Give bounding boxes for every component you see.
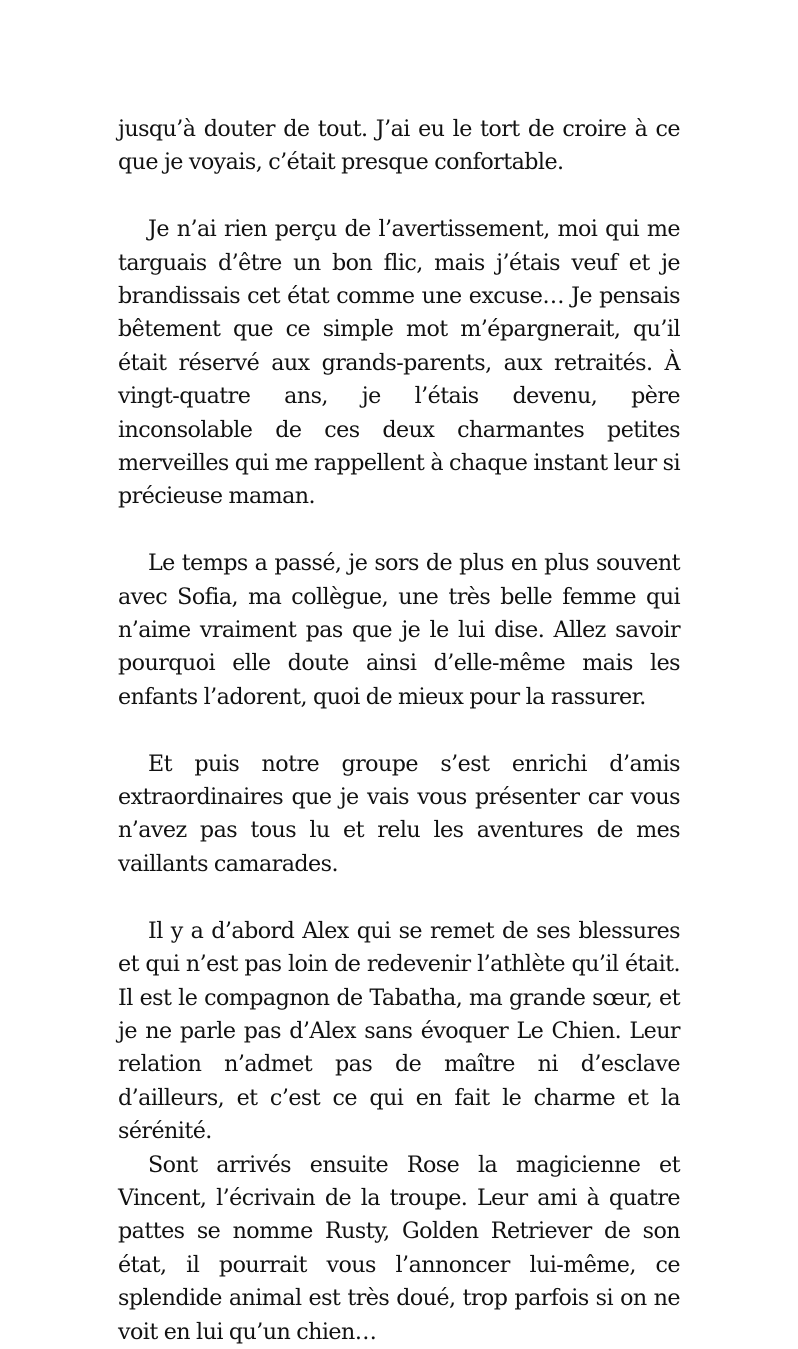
paragraph-4: Et puis notre groupe s’est enrichi d’amis extraordinaires que je vais vous présenter car vous n’avez pas tous lu et relu les aventures de mes vaillants camarades. (118, 750, 680, 877)
paragraph-3: Le temps a passé, je sors de plus en plus souvent avec Sofia, ma collègue, une très belle femme qui n’aime vraiment pas que je le lui dise. Allez savoir pourquoi elle doute ainsi d’elle-même mais les enfants l’adorent, quoi de mieux pour la rassurer. (118, 550, 680, 710)
book-page (118, 113, 680, 1349)
paragraph-6: Sont arrivés ensuite Rose la magicienne et Vincent, l’écrivain de la troupe. Leur ami à quatre pattes se nomme Rusty, Golden Retriever de son état, il pourrait vous l’annoncer lui-même, ce splendide animal est très doué, trop parfois si on ne voit en lui qu’un chien… (118, 1151, 680, 1345)
paragraph-1: jusqu’à douter de tout. J’ai eu le tort de croire à ce que je voyais, c’était presque confortable. (118, 116, 680, 176)
paragraph-2: Je n’ai rien perçu de l’avertissement, moi qui me targuais d’être un bon flic, mais j’étais veuf et je brandissais cet état comme une excuse… Je pensais bêtement que ce simple mot m’épargnerait, qu’il était réservé aux grands-parents, aux retraités. À vingt-quatre ans, je l’étais devenu, père inconsolable de ces deux charmantes petites merveilles qui me rappellent à chaque instant leur si précieuse maman. (118, 216, 680, 510)
paragraph-5: Il y a d’abord Alex qui se remet de ses blessures et qui n’est pas loin de redevenir l’athlète qu’il était. Il est le compagnon de Tabatha, ma grande sœur, et je ne parle pas d’Alex sans évoquer Le Chien. Leur relation n’admet pas de maître ni d’esclave d’ailleurs, et c’est ce qui en fait le charme et la sérénité. (118, 917, 680, 1145)
